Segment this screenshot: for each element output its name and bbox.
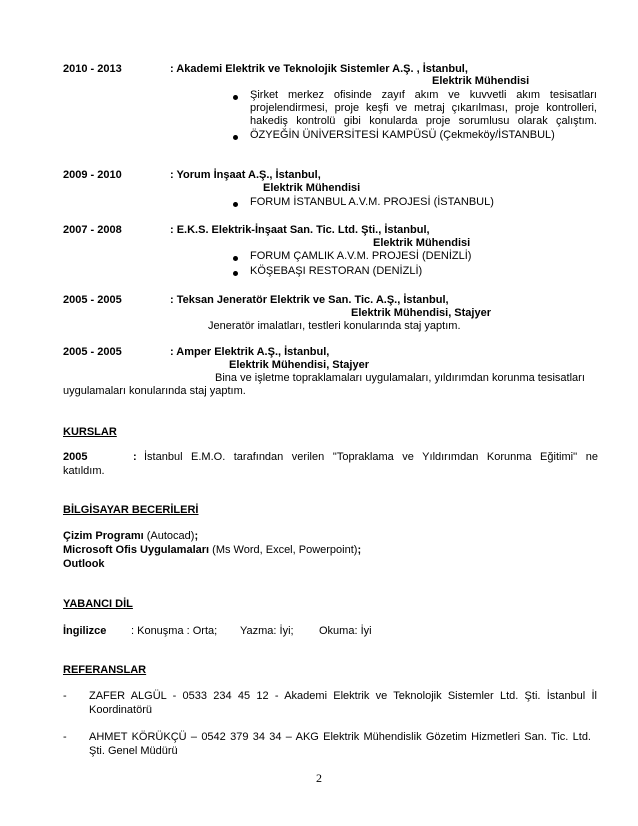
courses-heading: KURSLAR	[63, 426, 117, 438]
reference-1-line1: ZAFER ALGÜL - 0533 234 45 12 - Akademi Elektrik ve Teknolojik Sistemler Ltd. Şti. İstanbul İl	[89, 690, 597, 702]
reference-2-dash: -	[63, 731, 67, 743]
reference-1-dash: -	[63, 690, 67, 702]
language-speaking: : Konuşma : Orta;	[131, 625, 218, 637]
bullet-icon	[233, 256, 238, 261]
languages-heading: YABANCI DİL	[63, 598, 133, 610]
computer-skills-heading: BİLGİSAYAR BECERİLERİ	[63, 504, 199, 516]
experience-5-description-line2: uygulamaları konularında staj yaptım.	[63, 385, 246, 397]
experience-4-description: Jeneratör imalatları, testleri konularında staj yaptım.	[208, 320, 461, 332]
experience-3-role: Elektrik Mühendisi	[373, 237, 471, 249]
language-writing: Yazma: İyi;	[240, 625, 294, 637]
reference-2-line1: AHMET KÖRÜKÇÜ – 0542 379 34 34 – AKG Elektrik Mühendislik Gözetim Hizmetleri San. Tic. Ltd.	[89, 731, 591, 743]
bullet-icon	[233, 202, 238, 207]
experience-1-bullet-1: Şirket merkez ofisinde zayıf akım ve kuvvetli akım tesisatları projelendirmesi, proje keşfi ve metraj çıkarılması, proje kontrolleri, hakediş kontrolü gibi konularda proje sorumlusu olarak çalıştım.	[250, 89, 597, 127]
course-text-line2: katıldım.	[63, 465, 105, 477]
bullet-icon	[233, 135, 238, 140]
experience-5-description-line1: Bina ve işletme topraklamaları uygulamaları, yıldırımdan korunma tesisatları	[215, 372, 585, 384]
bullet-icon	[233, 95, 238, 100]
language-name: İngilizce	[63, 625, 107, 637]
course-year: 2005	[63, 451, 88, 463]
experience-1-dates: 2010 - 2013	[63, 63, 122, 75]
language-reading: Okuma: İyi	[319, 625, 372, 637]
experience-3-company: : E.K.S. Elektrik-İnşaat San. Tic. Ltd. Şti., İstanbul,	[170, 224, 430, 236]
course-colon: :	[133, 451, 137, 463]
experience-4-company: : Teksan Jeneratör Elektrik ve San. Tic. A.Ş., İstanbul,	[170, 294, 449, 306]
experience-5-company: : Amper Elektrik A.Ş., İstanbul,	[170, 346, 330, 358]
course-text-line1: İstanbul E.M.O. tarafından verilen ''Topraklama ve Yıldırımdan Korunma Eğitimi'' ne	[144, 451, 598, 463]
experience-2-role: Elektrik Mühendisi	[263, 182, 361, 194]
experience-1-role: Elektrik Mühendisi	[432, 75, 530, 87]
experience-4-role: Elektrik Mühendisi, Stajyer	[351, 307, 491, 319]
experience-4-dates: 2005 - 2005	[63, 294, 122, 306]
experience-2-bullet-1: FORUM İSTANBUL A.V.M. PROJESİ (İSTANBUL)	[250, 196, 494, 208]
skill-outlook: Outlook	[63, 558, 105, 570]
experience-3-bullet-2: KÖŞEBAŞI RESTORAN (DENİZLİ)	[250, 265, 423, 277]
experience-1-bullet-2: ÖZYEĞİN ÜNİVERSİTESİ KAMPÜSÜ (Çekmeköy/İSTANBUL)	[250, 129, 555, 141]
skill-drawing-program: Çizim Programı (Autocad);	[63, 530, 199, 542]
reference-2-line2: Şti. Genel Müdürü	[89, 745, 178, 757]
references-heading: REFERANSLAR	[63, 664, 147, 676]
experience-1-company: : Akademi Elektrik ve Teknolojik Sistemler A.Ş. , İstanbul,	[170, 63, 468, 75]
bullet-icon	[233, 271, 238, 276]
reference-1-line2: Koordinatörü	[89, 704, 152, 716]
experience-5-role: Elektrik Mühendisi, Stajyer	[229, 359, 369, 371]
skill-office-apps: Microsoft Ofis Uygulamaları (Ms Word, Excel, Powerpoint);	[63, 544, 362, 556]
experience-3-dates: 2007 - 2008	[63, 224, 122, 236]
experience-2-company: : Yorum İnşaat A.Ş., İstanbul,	[170, 169, 321, 181]
experience-3-bullet-1: FORUM ÇAMLIK A.V.M. PROJESİ (DENİZLİ)	[250, 250, 472, 262]
experience-2-dates: 2009 - 2010	[63, 169, 122, 181]
experience-5-dates: 2005 - 2005	[63, 346, 122, 358]
page-number: 2	[316, 771, 322, 785]
